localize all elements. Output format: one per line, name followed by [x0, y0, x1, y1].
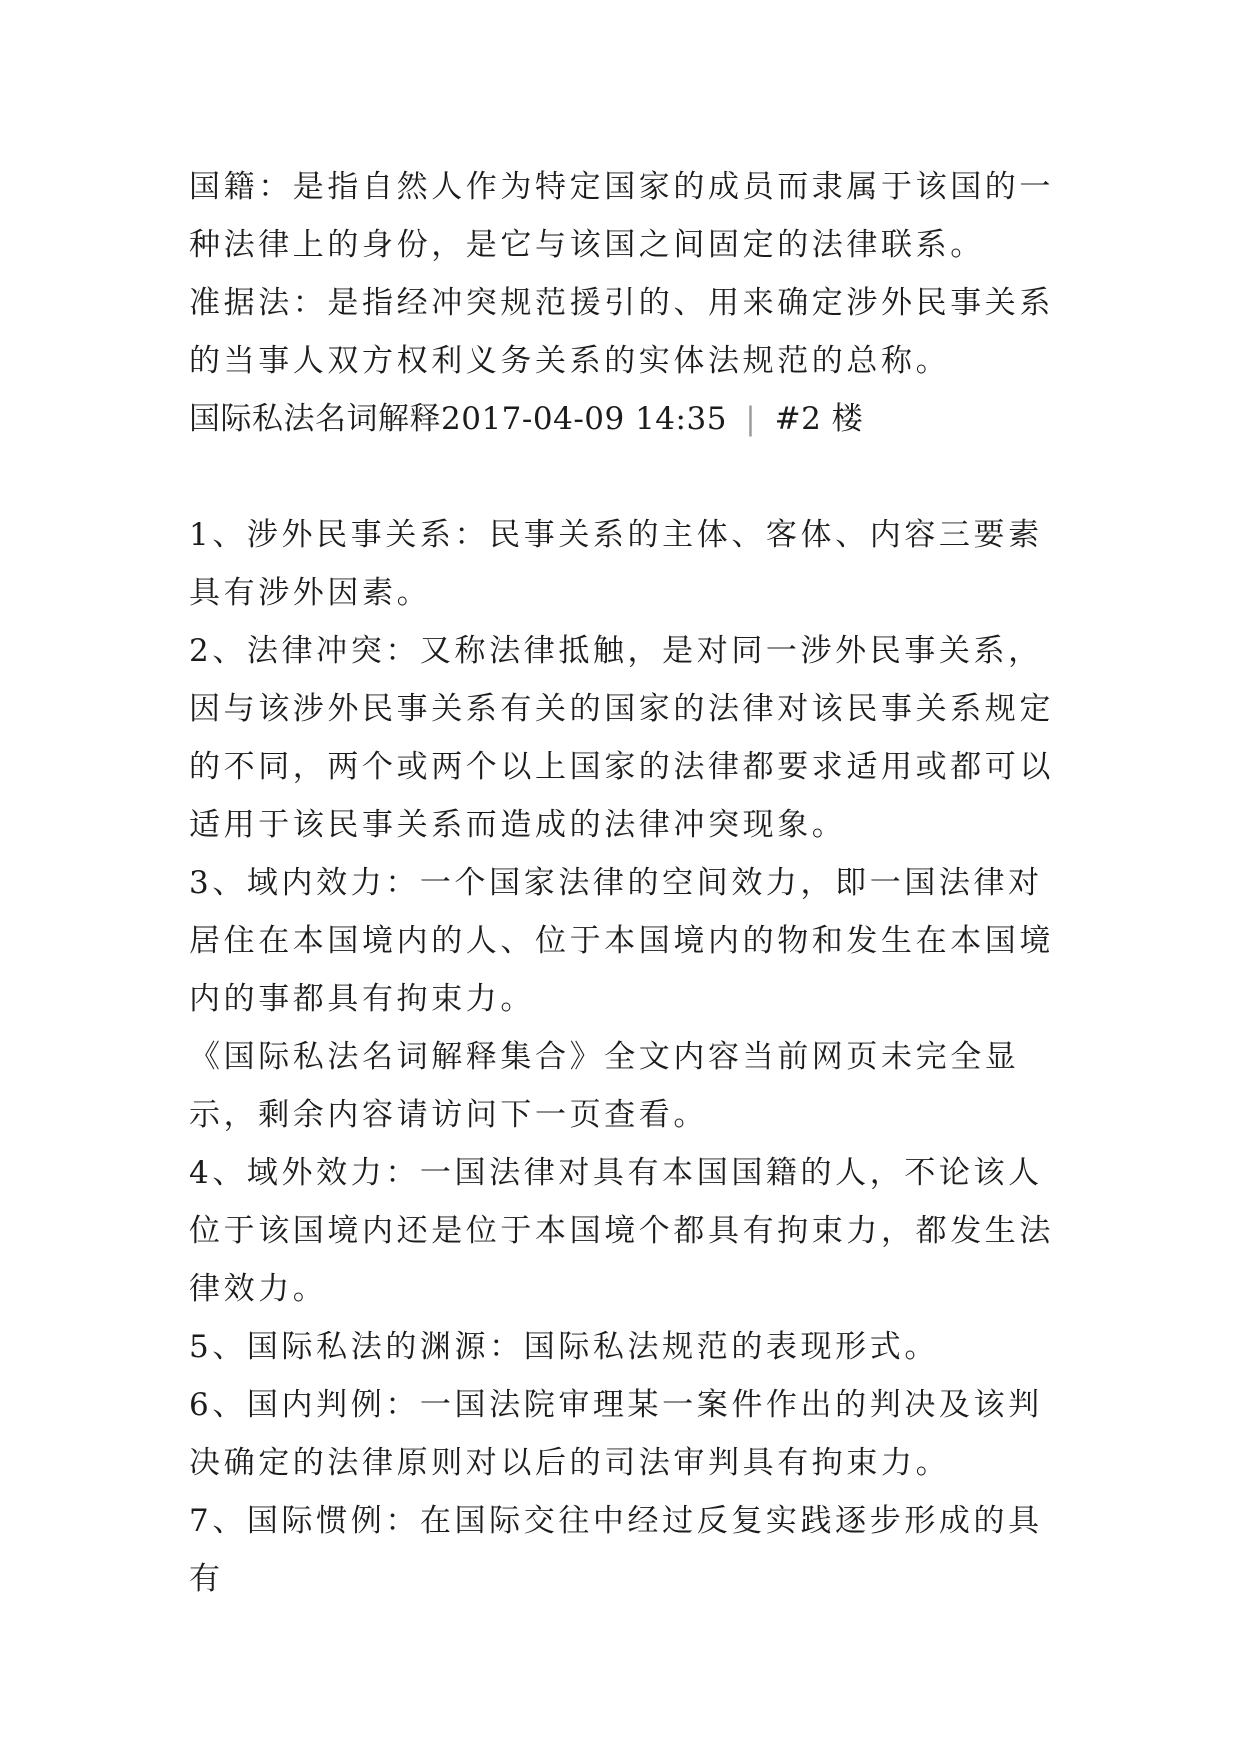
post-meta [189, 390, 1069, 448]
post-floor: #2 楼 [774, 401, 864, 437]
post-title: 国际私法名词解释 [189, 401, 441, 437]
document-body [189, 158, 1069, 1608]
definition-applicable-law: 准据法：是指经冲突规范援引的、用来确定涉外民事关系的当事人双方权利义务关系的实体法规范的总称。 [189, 285, 1054, 379]
list-item: 2、法律冲突：又称法律抵触，是对同一涉外民事关系，因与该涉外民事关系有关的国家的法律对该民事关系规定的不同，两个或两个以上国家的法律都要求适用或都可以适用于该民事关系而造成的法律冲突现象。 [189, 633, 1054, 843]
post-datetime: 2017-04-09 14:35 [441, 401, 727, 437]
list-item: 3、域内效力：一个国家法律的空间效力，即一国法律对居住在本国境内的人、位于本国境内的物和发生在本国境内的事都具有拘束力。 [189, 865, 1054, 1017]
meta-separator: | [745, 401, 757, 437]
list-item: 4、域外效力：一国法律对具有本国国籍的人，不论该人位于该国境内还是位于本国境个都具有拘束力，都发生法律效力。 [189, 1155, 1054, 1307]
list-item: 6、国内判例：一国法院审理某一案件作出的判决及该判决确定的法律原则对以后的司法审判具有拘束力。 [189, 1387, 1043, 1481]
list-item: 7、国际惯例：在国际交往中经过反复实践逐步形成的具有 [189, 1503, 1043, 1597]
definition-nationality: 国籍：是指自然人作为特定国家的成员而隶属于该国的一种法律上的身份，是它与该国之间固定的法律联系。 [189, 169, 1054, 263]
spacer [189, 448, 1069, 506]
list-item: 1、涉外民事关系：民事关系的主体、客体、内容三要素具有涉外因素。 [189, 517, 1043, 611]
continuation-notice: 《国际私法名词解释集合》全文内容当前网页未完全显示，剩余内容请访问下一页查看。 [189, 1039, 1020, 1133]
list-item: 5、国际私法的渊源：国际私法规范的表现形式。 [189, 1329, 939, 1365]
